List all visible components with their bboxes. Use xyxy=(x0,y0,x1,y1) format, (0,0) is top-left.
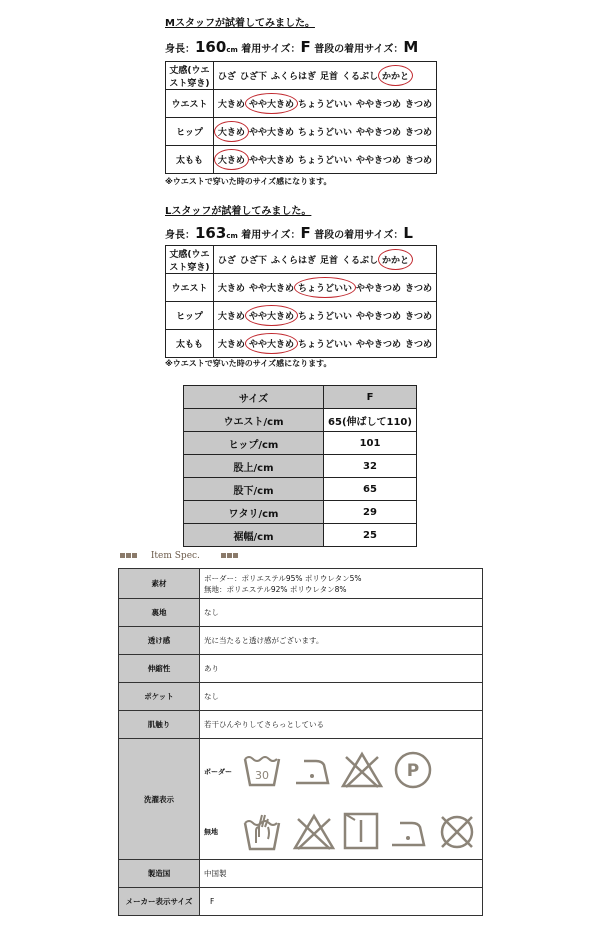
origin-label: 製造国 xyxy=(119,860,200,888)
fit-row-label: ヒップ xyxy=(166,302,214,330)
lining-value: なし xyxy=(200,599,483,627)
fit-option: ちょうどいい xyxy=(297,100,352,110)
fit-option: 大きめ xyxy=(217,284,245,294)
size-row-key: 股下/cm xyxy=(184,478,324,501)
size-table-row xyxy=(184,432,417,455)
maker-size-value: F xyxy=(200,888,483,916)
m-staff-title: Mスタッフが試着してみました。 xyxy=(165,18,315,29)
no-bleach-icon xyxy=(340,751,384,789)
size-table xyxy=(183,385,417,547)
texture-value: 若干ひんやりしてさらっとしている xyxy=(200,711,483,739)
fit-option: ふくらはぎ xyxy=(270,72,316,82)
usual-size-value: M xyxy=(403,38,419,56)
fit-option-selected: ちょうどいい xyxy=(298,281,352,294)
size-header-key: サイズ xyxy=(184,386,324,409)
material-value xyxy=(200,569,483,599)
fit-row-label: ヒップ xyxy=(166,118,214,146)
fit-option: ややきつめ xyxy=(355,312,401,322)
spec-row-material xyxy=(119,569,483,599)
m-staff-measure xyxy=(165,38,418,56)
fit-option: やや大きめ xyxy=(248,128,294,138)
size-row-value: 25 xyxy=(324,524,417,547)
fit-row xyxy=(166,330,437,358)
fit-row xyxy=(166,90,437,118)
fit-option: きつめ xyxy=(404,156,432,166)
fit-option: ややきつめ xyxy=(355,128,401,138)
fit-option-selected: やや大きめ xyxy=(249,97,294,110)
material-line-1: ボーダー：ポリエステル95% ポリウレタン5% xyxy=(204,573,362,583)
iron-low-icon-2 xyxy=(388,817,428,851)
height-unit: cm xyxy=(226,46,238,54)
pocket-label: ポケット xyxy=(119,683,200,711)
fit-option-selected: 大きめ xyxy=(218,153,245,166)
fit-option: ひざ xyxy=(217,256,236,266)
fit-row-options xyxy=(213,246,436,274)
no-dry-clean-icon xyxy=(436,811,478,853)
fit-option: ふくらはぎ xyxy=(270,256,316,266)
sheer-label: 透け感 xyxy=(119,627,200,655)
fit-row-label: 丈感(ウエスト穿き) xyxy=(166,62,214,90)
wear-size-label: 着用サイズ： xyxy=(241,230,301,241)
fit-option: きつめ xyxy=(404,340,432,350)
material-label: 素材 xyxy=(119,569,200,599)
fit-row-options xyxy=(213,62,436,90)
height-value: 163 xyxy=(195,224,227,242)
hand-wash-icon xyxy=(242,809,282,853)
fit-row xyxy=(166,118,437,146)
wash-tub-30-icon xyxy=(242,751,282,791)
size-table-header xyxy=(184,386,417,409)
fit-row xyxy=(166,302,437,330)
size-table-row xyxy=(184,478,417,501)
fit-option: ひざ xyxy=(217,72,236,82)
lining-label: 裏地 xyxy=(119,599,200,627)
stretch-label: 伸縮性 xyxy=(119,655,200,683)
item-spec-heading xyxy=(120,551,239,561)
wash-temp-text: 30 xyxy=(255,769,269,782)
fit-option-selected: やや大きめ xyxy=(249,309,294,322)
material-line-2: 無地：ポリエステル92% ポリウレタン8% xyxy=(204,584,347,594)
size-row-value: 65 xyxy=(324,478,417,501)
wash-plain-label: 無地 xyxy=(204,828,218,836)
fit-row-label: ウエスト xyxy=(166,90,214,118)
size-row-key: 裾幅/cm xyxy=(184,524,324,547)
pocket-value: なし xyxy=(200,683,483,711)
fit-option: ややきつめ xyxy=(355,340,401,350)
height-unit: cm xyxy=(226,232,238,240)
spec-row-origin xyxy=(119,860,483,888)
height-label: 身長： xyxy=(165,44,195,55)
usual-size-value: L xyxy=(403,224,413,242)
fit-option: きつめ xyxy=(404,284,432,294)
fit-row xyxy=(166,146,437,174)
size-row-value: 65(伸ばして110) xyxy=(324,409,417,432)
fit-option: 足首 xyxy=(319,72,338,82)
size-table-row xyxy=(184,501,417,524)
fit-option: やや大きめ xyxy=(248,284,294,294)
fit-row xyxy=(166,246,437,274)
fit-option: ちょうどいい xyxy=(297,128,352,138)
fit-option-selected: かかと xyxy=(382,69,409,82)
fit-row-options xyxy=(213,90,436,118)
dry-clean-p-icon xyxy=(392,749,434,791)
iron-low-icon xyxy=(292,755,332,789)
spec-row-sheer xyxy=(119,627,483,655)
usual-size-label: 普段の着用サイズ： xyxy=(314,44,404,55)
spec-row-texture xyxy=(119,711,483,739)
spec-row-wash xyxy=(119,739,483,860)
l-staff-measure xyxy=(165,224,413,242)
fit-option: 大きめ xyxy=(217,312,245,322)
spec-row-lining xyxy=(119,599,483,627)
fit-option: ひざ下 xyxy=(239,72,267,82)
m-staff-note: ※ウエストで穿いた時のサイズ感になります。 xyxy=(165,177,332,186)
maker-size-label: メーカー表示サイズ xyxy=(119,888,200,916)
l-staff-fit-table xyxy=(165,245,437,358)
fit-option-selected: かかと xyxy=(382,253,409,266)
fit-option: きつめ xyxy=(404,312,432,322)
l-staff-note: ※ウエストで穿いた時のサイズ感になります。 xyxy=(165,359,332,368)
item-spec-table xyxy=(118,568,483,916)
wash-label: 洗濯表示 xyxy=(119,739,200,860)
fit-option: ちょうどいい xyxy=(297,312,352,322)
size-row-value: 32 xyxy=(324,455,417,478)
fit-option: 大きめ xyxy=(217,340,245,350)
size-table-row xyxy=(184,455,417,478)
wash-border-label: ボーダー xyxy=(204,768,232,776)
fit-row-options xyxy=(213,302,436,330)
size-row-key: 股上/cm xyxy=(184,455,324,478)
no-bleach-icon-2 xyxy=(292,813,336,851)
size-row-key: ウエスト/cm xyxy=(184,409,324,432)
fit-option: きつめ xyxy=(404,128,432,138)
fit-row-options xyxy=(213,274,436,302)
size-header-value: F xyxy=(324,386,417,409)
fit-option: ややきつめ xyxy=(355,100,401,110)
wash-value xyxy=(200,739,483,860)
fit-row-label: 太もも xyxy=(166,330,214,358)
wash-icons xyxy=(200,739,482,859)
l-staff-title: Lスタッフが試着してみました。 xyxy=(165,206,312,217)
texture-label: 肌触り xyxy=(119,711,200,739)
fit-option: 足首 xyxy=(319,256,338,266)
sheer-value: 光に当たると透け感がございます。 xyxy=(200,627,483,655)
origin-value: 中国製 xyxy=(200,860,483,888)
fit-option: ちょうどいい xyxy=(297,340,352,350)
size-row-key: ワタリ/cm xyxy=(184,501,324,524)
wear-size-label: 着用サイズ： xyxy=(241,44,301,55)
wear-size-value: F xyxy=(300,224,311,242)
fit-option: やや大きめ xyxy=(248,156,294,166)
fit-row-options xyxy=(213,330,436,358)
line-dry-icon xyxy=(342,811,380,851)
fit-row-label: 太もも xyxy=(166,146,214,174)
size-row-key: ヒップ/cm xyxy=(184,432,324,455)
fit-option: ちょうどいい xyxy=(297,156,352,166)
fit-option-selected: 大きめ xyxy=(218,125,245,138)
fit-option: くるぶし xyxy=(341,256,378,266)
height-label: 身長： xyxy=(165,230,195,241)
fit-row-label: 丈感(ウエスト穿き) xyxy=(166,246,214,274)
wear-size-value: F xyxy=(300,38,311,56)
item-spec-title: Item Spec. xyxy=(150,551,200,561)
fit-row-label: ウエスト xyxy=(166,274,214,302)
stretch-value: あり xyxy=(200,655,483,683)
size-row-value: 101 xyxy=(324,432,417,455)
fit-row xyxy=(166,62,437,90)
spec-row-maker-size xyxy=(119,888,483,916)
fit-option-selected: やや大きめ xyxy=(249,337,294,350)
usual-size-label: 普段の着用サイズ： xyxy=(314,230,404,241)
size-table-row xyxy=(184,524,417,547)
m-staff-fit-table xyxy=(165,61,437,174)
spec-row-pocket xyxy=(119,683,483,711)
fit-option: ややきつめ xyxy=(355,156,401,166)
dry-clean-letter: P xyxy=(406,761,420,781)
height-value: 160 xyxy=(195,38,227,56)
spec-row-stretch xyxy=(119,655,483,683)
fit-option: くるぶし xyxy=(341,72,378,82)
fit-row-options xyxy=(213,146,436,174)
fit-option: ややきつめ xyxy=(355,284,401,294)
fit-option: 大きめ xyxy=(217,100,245,110)
fit-option: きつめ xyxy=(404,100,432,110)
fit-option: ひざ下 xyxy=(239,256,267,266)
size-row-value: 29 xyxy=(324,501,417,524)
fit-row xyxy=(166,274,437,302)
size-table-row xyxy=(184,409,417,432)
fit-row-options xyxy=(213,118,436,146)
